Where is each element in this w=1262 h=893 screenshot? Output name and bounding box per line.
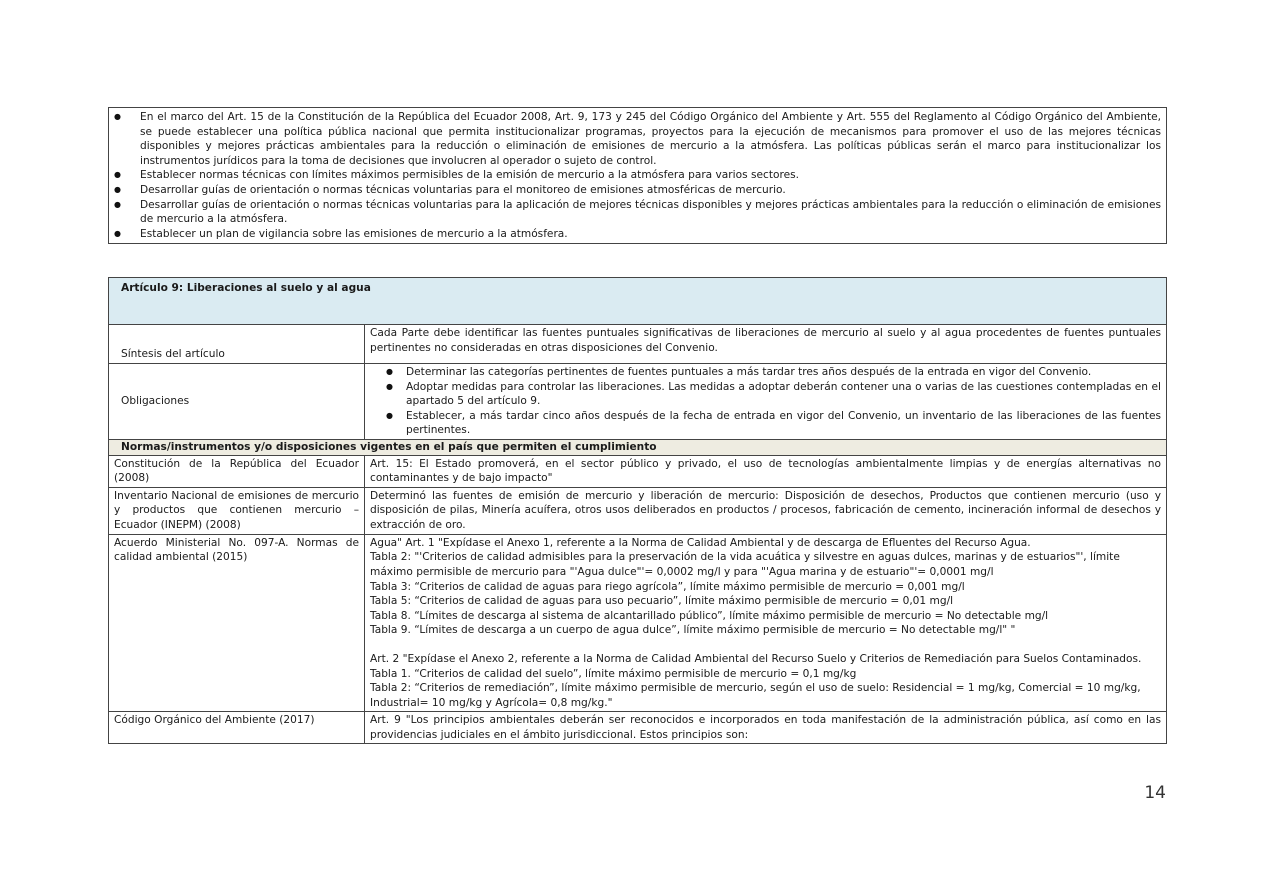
- bullet-item: ● Establecer normas técnicas con límites máximos permisibles de la emisión de mercurio a la atmósfera para varios sectores.: [114, 168, 1161, 183]
- article-title: Artículo 9: Liberaciones al suelo y al agua: [109, 278, 1167, 325]
- page-number: 14: [1144, 783, 1166, 803]
- detail-line: Tabla 3: “Criterios de calidad de aguas para riego agrícola”, límite máximo permisible de mercurio = 0,001 mg/l: [370, 580, 965, 593]
- detail-line: Tabla 5: “Criterios de calidad de aguas para uso pecuario”, límite máximo permisible de mercurio = 0,01 mg/l: [370, 595, 954, 608]
- detail-line: Art. 15: El Estado promoverá, en el sector público y privado, el uso de tecnologías ambientalmente limpias y de energías alternativas no contaminantes y de bajo impacto": [370, 457, 1161, 485]
- instrument-detail: [365, 487, 1167, 534]
- article-9-table: [108, 277, 1167, 744]
- instrument-name: Constitución de la República del Ecuador (2008): [109, 455, 365, 487]
- detail-line: Tabla 9. “Límites de descarga a un cuerpo de agua dulce”, límite máximo permisible de mercurio = No detectable mg/l" ": [370, 624, 1016, 637]
- obligations-cell: [365, 364, 1167, 440]
- table-row: [109, 712, 1167, 744]
- policy-recommendations-table: [108, 107, 1167, 244]
- detail-line: Tabla 1. “Criterios de calidad del suelo”, límite máximo permisible de mercurio = 0,1 mg/kg: [370, 667, 857, 680]
- norms-section-header: Normas/instrumentos y/o disposiciones vigentes en el país que permiten el cumplimiento: [109, 439, 1167, 455]
- instrument-name: Acuerdo Ministerial No. 097-A. Normas de calidad ambiental (2015): [109, 534, 365, 712]
- policy-recommendations-cell: [109, 108, 1167, 244]
- bullet-item: ● Establecer un plan de vigilancia sobre las emisiones de mercurio a la atmósfera.: [114, 227, 1161, 242]
- instrument-detail: [365, 534, 1167, 712]
- bullet-item: ● En el marco del Art. 15 de la Constitución de la República del Ecuador 2008, Art. 9, 173 y 245 del Código Orgánico del Ambiente y Art. 555 del Reglamento al Código Orgánico del Ambiente, se puede establecer una política pública nacional que permita institucionalizar programas, proyectos para la ejecución de mecanismos para promover el uso de las mejores técnicas disponibles y mejores prácticas ambientales para la reducción o eliminación de emisiones de mercurio a la atmósfera. Las políticas públicas serán el marco para institucionalizar los instrumentos jurídicos para la toma de decisiones que involucren al operador o sujeto de control.: [114, 110, 1161, 168]
- obligation-item: ● Adoptar medidas para controlar las liberaciones. Las medidas a adoptar deberán contener una o varias de las cuestiones contempladas en el apartado 5 del artículo 9.: [370, 380, 1161, 409]
- detail-line: Tabla 8. “Límites de descarga al sistema de alcantarillado público”, límite máximo permisible de mercurio = No detectable mg/l: [370, 609, 1049, 622]
- obligation-item: ● Establecer, a más tardar cinco años después de la fecha de entrada en vigor del Convenio, un inventario de las liberaciones de las fuentes pertinentes.: [370, 409, 1161, 438]
- table-row: [109, 487, 1167, 534]
- detail-line: Art. 2 "Expídase el Anexo 2, referente a la Norma de Calidad Ambiental del Recurso Suelo y Criterios de Remediación para Suelos Contaminados.: [370, 652, 1142, 665]
- line-gap: [370, 638, 1161, 652]
- policy-bullet-list: [114, 110, 1161, 241]
- detail-line: Tabla 2: "'Criterios de calidad admisibles para la preservación de la vida acuática y silvestre en aguas dulces, marinas y de estuarios"', límite máximo permisible de mercurio para "'Agua dulce"'= 0,0002 mg/l y para "'Agua marina y de estuario"'= 0,0001 mg/l: [370, 551, 1120, 578]
- instrument-detail: [365, 712, 1167, 744]
- detail-line: Art. 9 "Los principios ambientales deberán ser reconocidos e incorporados en toda manifestación de la administración pública, así como en las providencias judiciales en el ámbito jurisdiccional. Estos principios son:: [370, 714, 1161, 741]
- instrument-name: Inventario Nacional de emisiones de mercurio y productos que contienen mercurio – Ecuador (INEPM) (2008): [109, 487, 365, 534]
- obligations-label: Obligaciones: [109, 364, 365, 440]
- table-row: [109, 455, 1167, 487]
- synthesis-label: Síntesis del artículo: [109, 325, 365, 364]
- detail-line: Determinó las fuentes de emisión de mercurio y liberación de mercurio: Disposición de desechos, Productos que contienen mercurio (uso y disposición de pilas, Minería acuífera, otros usos deliberados en productos / procesos, fabricación de cemento, incineración informal de desechos y extracción de oro.: [370, 489, 1161, 531]
- detail-line: Tabla 2: “Criterios de remediación”, límite máximo permisible de mercurio, según el uso de suelo: Residencial = 1 mg/kg, Comercial = 10 mg/kg, Industrial= 10 mg/kg y Agrícola= 0,8 mg/kg.": [370, 682, 1141, 709]
- instrument-name: Código Orgánico del Ambiente (2017): [109, 712, 365, 744]
- synthesis-text: Cada Parte debe identificar las fuentes puntuales significativas de liberaciones de mercurio al suelo y al agua procedentes de fuentes puntuales pertinentes no consideradas en otras disposiciones del Convenio.: [365, 325, 1167, 364]
- bullet-item: ● Desarrollar guías de orientación o normas técnicas voluntarias para el monitoreo de emisiones atmosféricas de mercurio.: [114, 183, 1161, 198]
- detail-line: Agua" Art. 1 "Expídase el Anexo 1, referente a la Norma de Calidad Ambiental y de descarga de Efluentes del Recurso Agua.: [370, 536, 1031, 549]
- obligations-list: [370, 365, 1161, 438]
- obligation-item: ● Determinar las categorías pertinentes de fuentes puntuales a más tardar tres años después de la entrada en vigor del Convenio.: [370, 365, 1161, 380]
- table-row: [109, 534, 1167, 712]
- bullet-item: ● Desarrollar guías de orientación o normas técnicas voluntarias para la aplicación de mejores técnicas disponibles y mejores prácticas ambientales para la reducción o eliminación de emisiones de mercurio a la atmósfera.: [114, 198, 1161, 227]
- instrument-detail: [365, 455, 1167, 487]
